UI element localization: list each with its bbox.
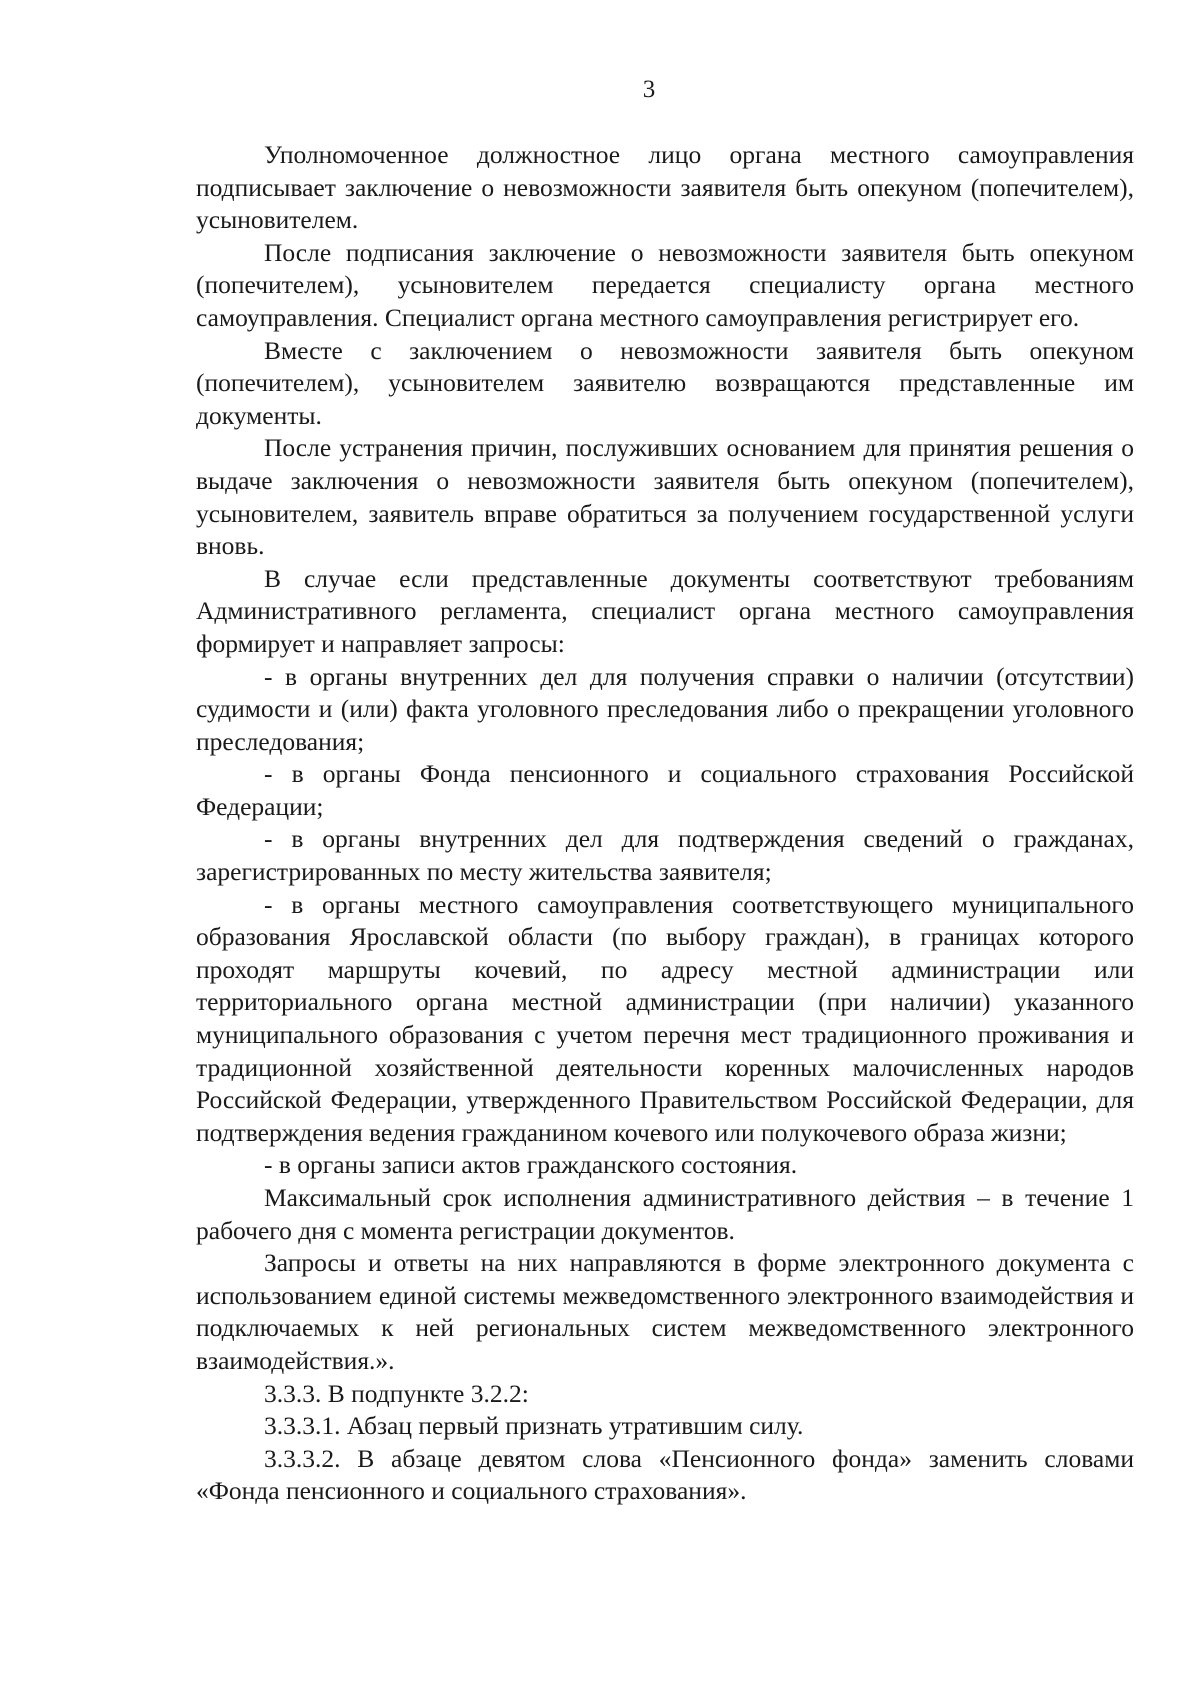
list-item: - в органы внутренних дел для подтверждения сведений о гражданах, зарегистрированных по месту жительства заявителя;	[196, 824, 1134, 887]
list-item: - в органы местного самоуправления соответствующего муниципального образования Ярославской области (по выбору граждан), в границах которого проходят маршруты кочевий, по адресу местной администрации или территориального органа местной администрации (при наличии) указанного муниципального образования с учетом перечня мест традиционного проживания и традиционной хозяйственной деятельности коренных малочисленных народов Российской Федерации, утвержденного Правительством Российской Федерации, для подтверждения ведения гражданином кочевого или полукочевого образа жизни;	[196, 889, 1134, 1147]
paragraph: Вместе с заключением о невозможности заявителя быть опекуном (попечителем), усыновителем заявителю возвращаются представленные им документы.	[196, 335, 1134, 430]
page-number: 3	[642, 76, 656, 103]
list-item: - в органы записи актов гражданского состояния.	[264, 1150, 798, 1180]
paragraph: Максимальный срок исполнения административного действия – в течение 1 рабочего дня с момента регистрации документов.	[196, 1183, 1134, 1245]
paragraph: Запросы и ответы на них направляются в форме электронного документа с использованием единой системы межведомственного электронного взаимодействия и подключаемых к ней региональных систем межведомственного электронного взаимодействия.».	[196, 1248, 1134, 1375]
paragraph: В случае если представленные документы соответствуют требованиям Административного регламента, специалист органа местного самоуправления формирует и направляет запросы:	[196, 563, 1134, 658]
paragraph: После подписания заключение о невозможности заявителя быть опекуном (попечителем), усыновителем передается специалисту органа местного самоуправления. Специалист органа местного самоуправления регистрирует его.	[196, 237, 1134, 332]
paragraph: Уполномоченное должностное лицо органа местного самоуправления подписывает заключение о невозможности заявителя быть опекуном (попечителем), усыновителем.	[196, 140, 1134, 235]
list-item: - в органы внутренних дел для получения справки о наличии (отсутствии) судимости и (или) факта уголовного преследования либо о прекращении уголовного преследования;	[196, 661, 1134, 756]
clause-heading: 3.3.3. В подпункте 3.2.2:	[264, 1378, 529, 1408]
list-item: - в органы Фонда пенсионного и социального страхования Российской Федерации;	[196, 759, 1134, 821]
clause-item: 3.3.3.2. В абзаце девятом слова «Пенсионного фонда» заменить словами «Фонда пенсионного и социального страхования».	[196, 1443, 1134, 1506]
clause-item: 3.3.3.1. Абзац первый признать утратившим силу.	[264, 1411, 804, 1441]
paragraph: После устранения причин, послуживших основанием для принятия решения о выдаче заключения о невозможности заявителя быть опекуном (попечителем), усыновителем, заявитель вправе обратиться за получением государственной услуги вновь.	[196, 433, 1134, 561]
document-body	[196, 139, 1134, 1508]
